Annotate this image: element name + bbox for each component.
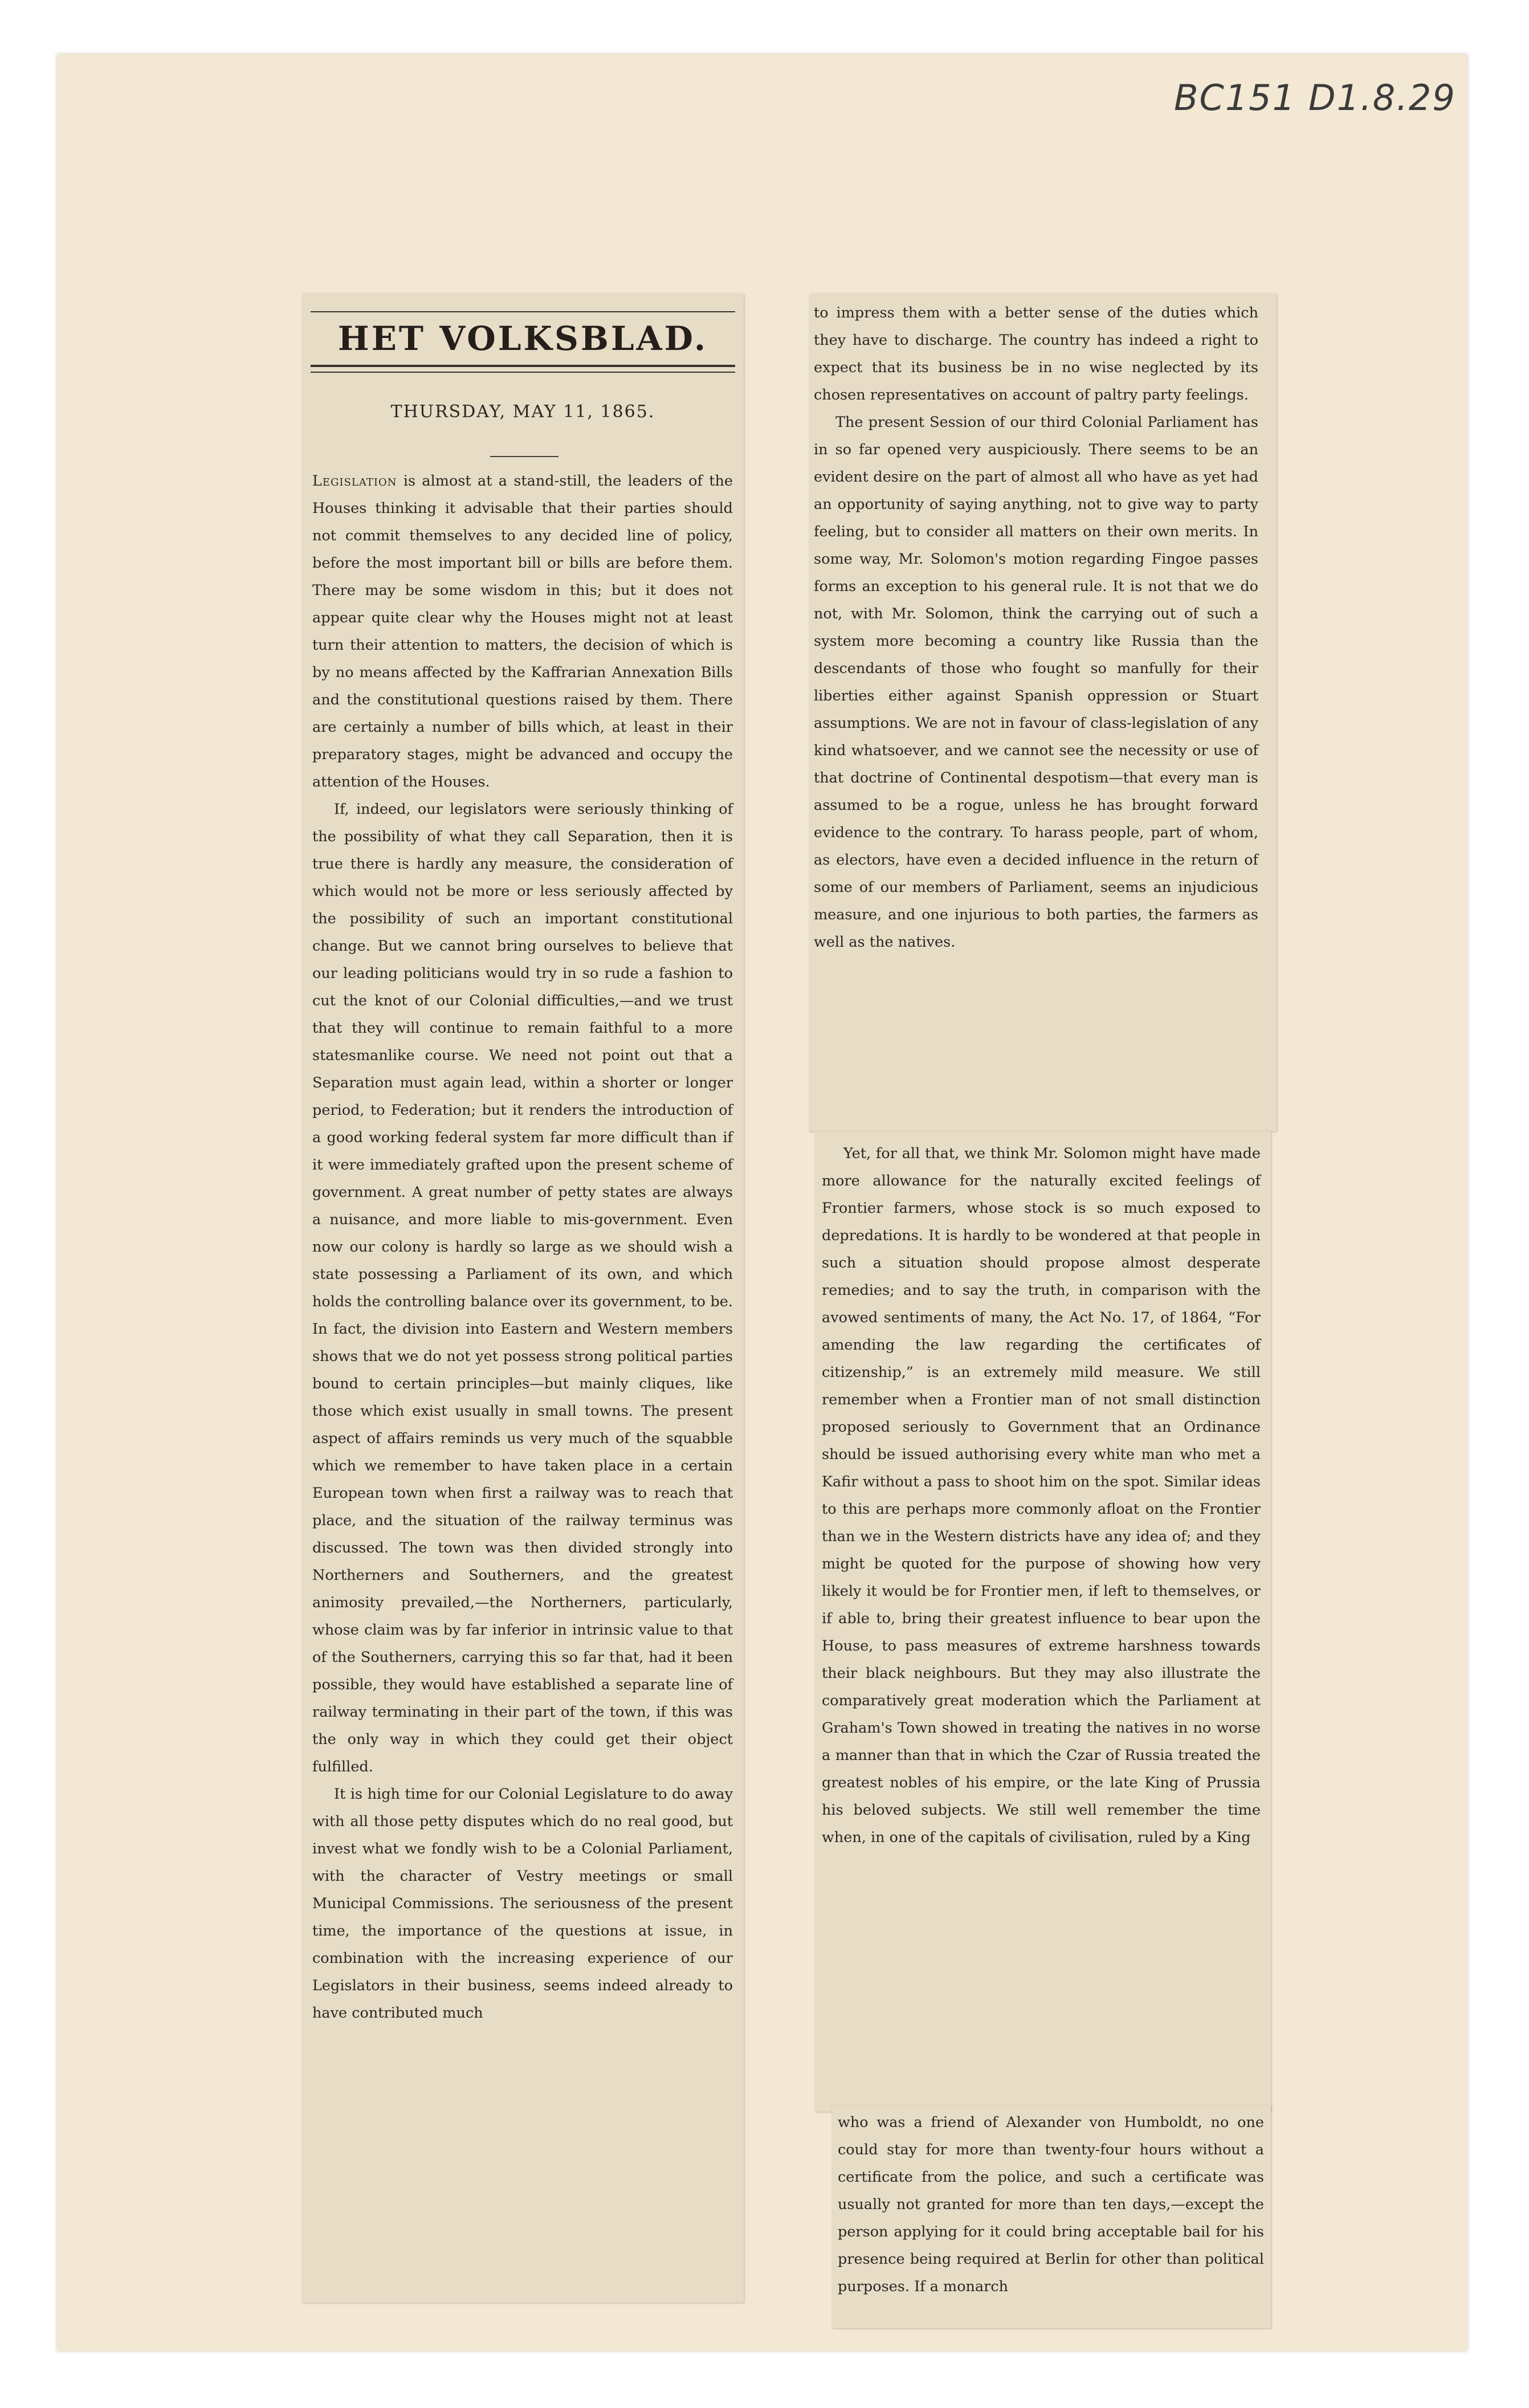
- masthead: [311, 308, 735, 377]
- masthead-rule: [311, 365, 735, 367]
- lead-word: Legislation: [312, 472, 397, 490]
- dateline: THURSDAY, MAY 11, 1865.: [390, 402, 655, 422]
- newspaper-title: HET VOLKSBLAD.: [337, 319, 708, 358]
- paragraph-1-text: is almost at a stand-still, the leaders of the Houses thinking it advisable that their parties should not commit themselves to any decided line of policy, before the most important bill or bills are before them. There may be some wisdom in this; but it does not appear quite clear why the Houses might not at least turn their attention to matters, the decision of which is by no means affected by the Kaffrarian Annexation Bills and the constitutional questions raised by them. There are certainly a number of bills which, at least in their preparatory stages, might be advanced and occupy the attention of the Houses.: [312, 472, 733, 791]
- masthead-top-rule: [311, 311, 735, 312]
- masthead-rule-thin: [311, 372, 735, 373]
- article-column-right-bottom: [838, 2109, 1264, 2300]
- article-paragraph-3: It is high time for our Colonial Legislature to do away with all those petty disputes which do no real good, but invest what we fondly wish to be a Colonial Parliament, with the character of Vestry meetings or small Municipal Commissions. The seriousness of the present time, the importance of the questions at issue, in combination with the increasing experience of our Legislators in their business, seems indeed already to have contributed much: [312, 1786, 733, 2022]
- article-paragraph-1: [312, 467, 733, 796]
- article-column-left: [312, 467, 733, 2027]
- catalog-mark: BC151 D1.8.29: [1174, 77, 1456, 119]
- article-column-right-top: [814, 299, 1258, 956]
- dateline-rule: [490, 456, 558, 457]
- article-paragraph-4: The present Session of our third Colonial Parliament has in so far opened very auspiciously. There seems to be an evident desire on the part of almost all who have as yet had an opportunity of saying anything, not to give way to party feeling, but to consider all matters on their own merits. In some way, Mr. Solomon's motion regarding Fingoe passes forms an exception to his general rule. It is not that we do not, with Mr. Solomon, think the carrying out of such a system more becoming a country like Russia than the descendants of those who fought so manfully for their liberties either against Spanish oppression or Stuart assumptions. We are not in favour of class-legislation of any kind whatsoever, and we cannot see the necessity or use of that doctrine of Continental despotism—that every man is assumed to be a rogue, unless he has brought forward evidence to the contrary. To harass people, part of whom, as electors, have even a decided influence in the return of some of our members of Parliament, seems an injudicious measure, and one injurious to both parties, the farmers as well as the natives.: [814, 414, 1258, 951]
- article-paragraph-5-continued: who was a friend of Alexander von Humboldt, no one could stay for more than twenty-four hours without a certificate from the police, and such a certificate was usually not granted for more than ten days,—except the person applying for it could bring acceptable bail for his presence being required at Berlin for other than political purposes. If a monarch: [838, 2114, 1264, 2295]
- article-paragraph-5: Yet, for all that, we think Mr. Solomon might have made more allowance for the naturally excited feelings of Frontier farmers, whose stock is so much exposed to depredations. It is hardly to be wondered at that people in such a situation should propose almost desperate remedies; and to say the truth, in comparison with the avowed sentiments of many, the Act No. 17, of 1864, “For amending the law regarding the certificates of citizenship,” is an extremely mild measure. We still remember when a Frontier man of not small distinction proposed seriously to Government that an Ordinance should be issued authorising every white man who met a Kafir without a pass to shoot him on the spot. Similar ideas to this are perhaps more commonly afloat on the Frontier than we in the Western districts have any idea of; and they might be quoted for the purpose of showing how very likely it would be for Frontier men, if left to themselves, or if able to, bring their greatest influence to bear upon the House, to pass measures of extreme harshness towards their black neighbours. But they may also illustrate the comparatively great moderation which the Parliament at Graham's Town showed in treating the natives in no worse a manner than that in which the Czar of Russia treated the greatest nobles of his empire, or the late King of Prussia his beloved subjects. We still well remember the time when, in one of the capitals of civilisation, ruled by a King: [822, 1145, 1261, 1846]
- article-column-right-middle: [822, 1140, 1261, 1851]
- article-paragraph-3-continued: to impress them with a better sense of the duties which they have to discharge. The country has indeed a right to expect that its business be in no wise neglected by its chosen representatives on account of paltry party feelings.: [814, 304, 1258, 404]
- article-paragraph-2: If, indeed, our legislators were seriously thinking of the possibility of what they call Separation, then it is true there is hardly any measure, the consideration of which would not be more or less seriously affected by the possibility of such an important constitutional change. But we cannot bring ourselves to believe that our leading politicians would try in so rude a fashion to cut the knot of our Colonial difficulties,—and we trust that they will continue to remain faithful to a more statesmanlike course. We need not point out that a Separation must again lead, within a shorter or longer period, to Federation; but it renders the introduction of a good working federal system far more difficult than if it were immediately grafted upon the present scheme of government. A great number of petty states are always a nuisance, and more liable to mis-government. Even now our colony is hardly so large as we should wish a state possessing a Parliament of its own, and which holds the controlling balance over its government, to be. In fact, the division into Eastern and Western members shows that we do not yet possess strong political parties bound to certain principles—but mainly cliques, like those which exist usually in small towns. The present aspect of affairs reminds us very much of the squabble which we remember to have taken place in a certain European town when first a railway was to reach that place, and the situation of the railway terminus was discussed. The town was then divided strongly into Northerners and Southerners, and the greatest animosity prevailed,—the Northerners, particularly, whose claim was by far inferior in intrinsic value to that of the Southerners, carrying this so far that, had it been possible, they would have established a separate line of railway terminating in their part of the town, if this was the only way in which they could get their object fulfilled.: [312, 801, 733, 1775]
